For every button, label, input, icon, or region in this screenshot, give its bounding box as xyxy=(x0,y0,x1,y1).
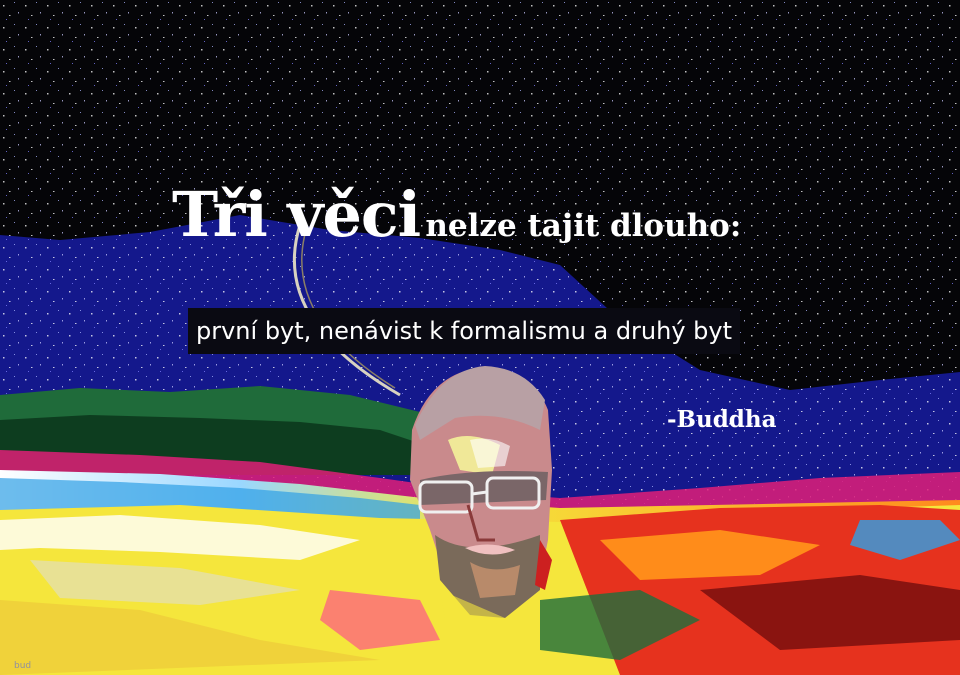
quote-title xyxy=(172,178,741,251)
quote-author: -Buddha xyxy=(667,406,777,433)
quote-title-rest: nelze tajit dlouho: xyxy=(425,208,742,244)
quote-line: první byt, nenávist k formalismu a druhý byt xyxy=(188,308,740,354)
svg-text:bud: bud xyxy=(14,661,32,671)
quote-title-emphasis: Tři věci xyxy=(172,178,421,251)
